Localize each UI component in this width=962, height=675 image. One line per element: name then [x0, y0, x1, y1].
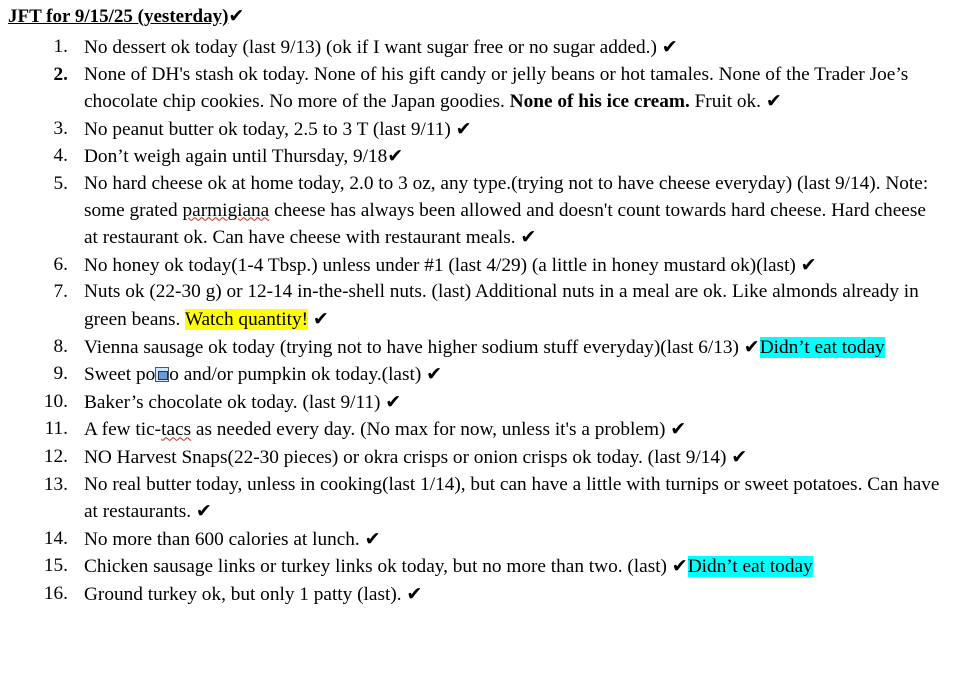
- list-item-number: 13.: [43, 473, 68, 495]
- item-text: No real butter today, unless in cooking(last 1/14), but can have a little with turnips or sweet potatoes. Can have at restaurants.: [84, 473, 940, 523]
- checkmark-icon: ✔: [731, 445, 748, 468]
- list-item: [0, 361, 962, 389]
- list-item: [0, 389, 962, 417]
- list-item: [0, 62, 962, 116]
- list-item: [0, 116, 962, 144]
- item-text: No peanut butter ok today, 2.5 to 3 T (last 9/11): [84, 118, 456, 140]
- checkmark-icon: ✔: [364, 527, 381, 550]
- item-text: Chicken sausage links or turkey links ok today, but no more than two. (last): [84, 556, 672, 578]
- item-text: No hard cheese ok at home today, 2.0 to 3 oz, any type.(trying not to have cheese everyday) (last 9/14). Note: some grated: [84, 172, 929, 221]
- list-item: [0, 416, 962, 444]
- list-item-number: 8.: [53, 335, 68, 357]
- highlight-cyan: Didn’t eat today: [759, 336, 885, 358]
- item-text: A few tic-: [84, 419, 162, 441]
- document-title: [8, 4, 244, 29]
- item-text: Ground turkey ok, but only 1 patty (last).: [84, 583, 407, 605]
- list-item-number: 16.: [43, 582, 68, 604]
- list-item: [0, 581, 962, 609]
- bold-text: None of his ice cream.: [509, 91, 690, 113]
- item-text: Nuts ok (22-30 g) or 12-14 in-the-shell nuts. (last) Additional nuts in a meal are ok. Like almonds already in green beans.: [84, 281, 919, 330]
- item-text: Vienna sausage ok today (trying not to have higher sodium stuff everyday)(last 6/13): [84, 336, 744, 358]
- list-item-number: 1.: [53, 36, 68, 57]
- list-item: [0, 279, 962, 333]
- list-item: [0, 472, 962, 526]
- item-text: No honey ok today(1-4 Tbsp.) unless under #1 (last 4/29) (a little in honey mustard ok)(last): [84, 254, 801, 276]
- highlight-yellow: Watch quantity!: [184, 308, 309, 330]
- list-item: [0, 526, 962, 554]
- list-item-number: 10.: [43, 390, 68, 412]
- checkmark-icon: ✔: [455, 117, 472, 140]
- list-item-number: 15.: [43, 555, 68, 577]
- item-text: Baker’s chocolate ok today. (last 9/11): [84, 391, 386, 413]
- item-text: NO Harvest Snaps(22-30 pieces) or okra crisps or onion crisps ok today. (last 9/14): [84, 446, 732, 468]
- item-text: Don’t weigh again until Thursday, 9/18: [84, 146, 388, 168]
- list-item-number: 2.: [53, 63, 68, 85]
- item-text: Fruit ok.: [689, 91, 766, 113]
- list-item: [0, 171, 962, 252]
- list-item-number: 12.: [43, 445, 68, 467]
- checkmark-icon: ✔: [520, 226, 537, 249]
- item-text: Sweet po: [84, 364, 156, 386]
- item-text: o and/or pumpkin ok today.(last): [169, 364, 427, 386]
- list-item: [0, 553, 962, 581]
- list-item-number: 7.: [53, 281, 68, 303]
- food-rules-list: [0, 34, 962, 608]
- checkmark-icon: ✔: [661, 36, 678, 58]
- item-text: No more than 600 calories at lunch.: [84, 528, 365, 550]
- list-item-number: 5.: [53, 172, 68, 194]
- checkmark-icon: ✔: [765, 90, 782, 113]
- checkmark-icon: ✔: [800, 253, 817, 276]
- spellcheck-word: parmigiana: [182, 199, 270, 221]
- title-checkmark-icon: ✔: [228, 5, 245, 27]
- spellcheck-word: tacs: [161, 419, 192, 441]
- list-item: [0, 334, 962, 362]
- list-item-number: 11.: [44, 418, 68, 440]
- list-item-number: 9.: [53, 363, 68, 385]
- checkmark-icon: ✔: [426, 363, 443, 386]
- checkmark-icon: ✔: [387, 145, 404, 168]
- list-item-number: 14.: [43, 527, 68, 549]
- list-item-number: 6.: [53, 253, 68, 275]
- list-item: [0, 444, 962, 472]
- item-text: cheese has always been allowed and doesn't count towards hard cheese. Hard cheese at restaurant ok. Can have cheese with restaurant meals.: [84, 199, 926, 249]
- list-item: [0, 143, 962, 171]
- checkmark-icon: ✔: [312, 307, 329, 330]
- highlight-cyan: Didn’t eat today: [687, 556, 813, 578]
- list-item-number: 3.: [53, 117, 68, 139]
- checkmark-icon: ✔: [406, 582, 423, 605]
- item-text: No dessert ok today (last 9/13) (ok if I want sugar free or no sugar added.): [84, 37, 662, 58]
- checkmark-icon: ✔: [670, 418, 687, 441]
- list-item: [0, 34, 962, 62]
- list-item: [0, 252, 962, 280]
- checkmark-icon: ✔: [385, 390, 402, 413]
- item-text: as needed every day. (No max for now, unless it's a problem): [191, 419, 671, 441]
- item-text: None of DH's stash ok today. None of his gift candy or jelly beans or hot tamales. None of the Trader Joe’s chocolate chip cookies. No more of the Japan goodies.: [84, 63, 909, 113]
- list-item-number: 4.: [53, 145, 68, 167]
- checkmark-icon: ✔: [195, 500, 212, 523]
- checkmark-icon: ✔: [743, 335, 760, 358]
- title-text: JFT for 9/15/25 (yesterday): [8, 6, 229, 27]
- clipboard-icon: [155, 367, 169, 382]
- checkmark-icon: ✔: [671, 555, 688, 578]
